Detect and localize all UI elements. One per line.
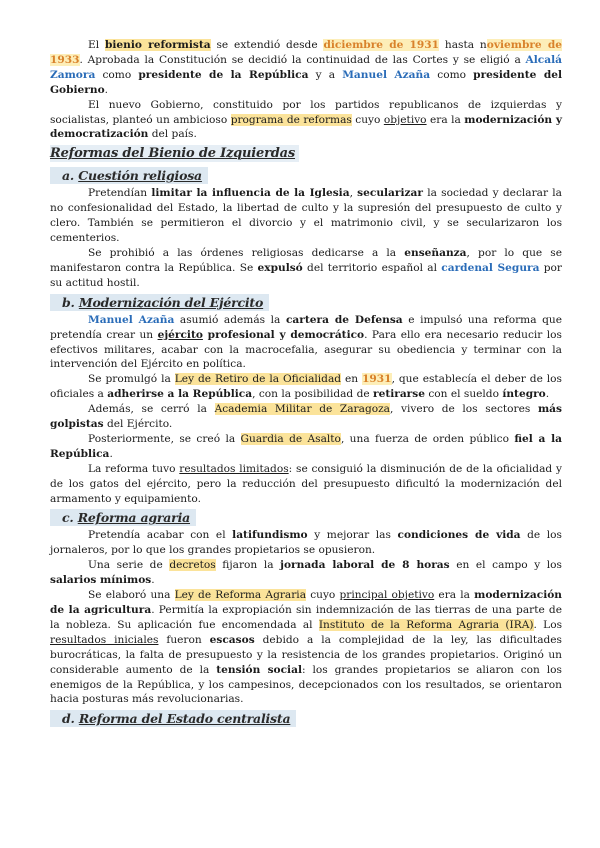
section-b-paragraph-3: Además, se cerró la Academia Militar de Zaragoza, vivero de los sectores más golpistas del Ejército.	[50, 403, 562, 431]
section-b-heading: b. Modernización del Ejército	[50, 294, 269, 311]
section-c-paragraph-2: Una serie de decretos fijaron la jornada laboral de 8 horas en el campo y los salarios mínimos.	[50, 559, 562, 587]
intro-paragraph-1: El bienio reformista se extendió desde diciembre de 1931 hasta noviembre de 1933. Aprobada la Constitución se decidió la continuidad de las Cortes y se eligió a Alcalá Zamora como presidente de la República y a Manuel Azaña como presidente del Gobierno.	[50, 39, 563, 96]
section-b-paragraph-5: La reforma tuvo resultados limitados: se consiguió la disminución de de la oficialidad y de los gatos del ejército, pero la reducción del presupuesto dificultó la modernización del armamento y equipamiento.	[50, 462, 562, 505]
section-b-paragraph-4: Posteriormente, se creó la Guardia de Asalto, una fuerza de orden público fiel a la República.	[50, 432, 562, 460]
intro-paragraph-2: El nuevo Gobierno, constituido por los partidos republicanos de izquierdas y socialistas, planteó un ambicioso programa de reformas cuyo objetivo era la modernización y democratización del país.	[50, 98, 562, 141]
section-c-heading: c. Reforma agraria	[50, 509, 196, 526]
section-b-paragraph-1: Manuel Azaña asumió además la cartera de Defensa e impulsó una reforma que pretendía crear un ejército profesional y democrático. Para ello era necesario reducir los efectivos militares, acabar con la macrocefalia, asegurar su obediencia y terminar con la intervención del Ejército en política.	[50, 313, 562, 371]
section-c-paragraph-1: Pretendía acabar con el latifundismo y mejorar las condiciones de vida de los jornaleros, por lo que los grandes propietarios se opusieron.	[50, 529, 562, 557]
section-a-paragraph-2: Se prohibió a las órdenes religiosas dedicarse a la enseñanza, por lo que se manifestaron contra la República. Se expulsó del territorio español al cardenal Segura por su actitud hostil.	[50, 246, 562, 289]
main-heading: Reformas del Bienio de Izquierdas	[50, 145, 299, 162]
section-c-paragraph-3: Se elaboró una Ley de Reforma Agraria cuyo principal objetivo era la modernización de la agricultura. Permitía la expropiación sin indemnización de las tierras de una parte de la nobleza. Su aplicación fue encomendada al Instituto de la Reforma Agraria (IRA). Los resultados iniciales fueron escasos debido a la complejidad de la ley, las dificultades burocráticas, la falta de presupuesto y la resistencia de los grandes propietarios. Originó un considerable aumento de la tensión social: los grandes propietarios se aliaron con los enemigos de la República, y los campesinos, decepcionados con los resultados, se orientaron hacia posturas más revolucionarias.	[50, 589, 563, 706]
section-d-heading: d. Reforma del Estado centralista	[50, 710, 296, 727]
section-b-paragraph-2: Se promulgó la Ley de Retiro de la Oficialidad en 1931, que establecía el deber de los oficiales a adherirse a la República, con la posibilidad de retirarse con el sueldo íntegro.	[50, 373, 562, 401]
section-a-heading: a. Cuestión religiosa	[50, 167, 208, 184]
section-a-paragraph-1: Pretendían limitar la influencia de la Iglesia, secularizar la sociedad y declarar la no confesionalidad del Estado, la libertad de culto y la supresión del presupuesto de culto y clero. También se permitieron el divorcio y el matrimonio civil, y se secularizaron los cementerios.	[50, 187, 562, 245]
